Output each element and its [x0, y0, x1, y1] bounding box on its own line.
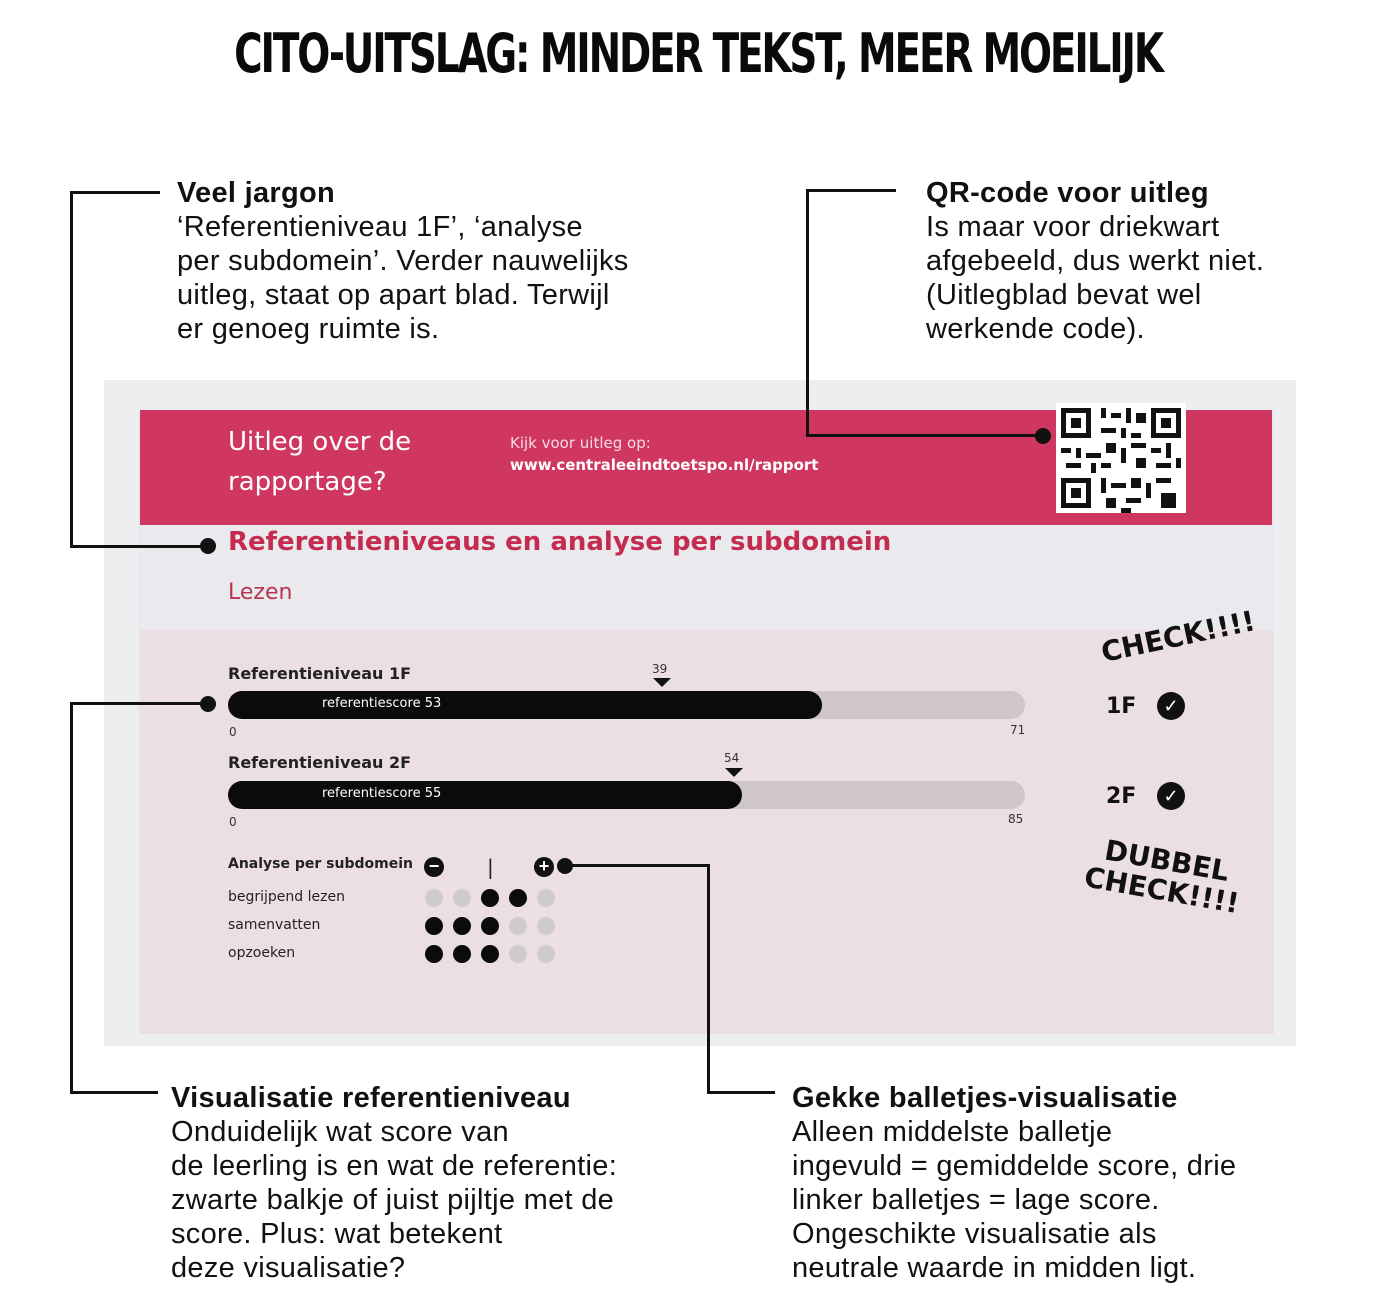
subdomain-row-label: samenvatten: [228, 917, 321, 933]
subdomain-ball: [537, 889, 555, 907]
banner-info: [510, 432, 818, 476]
note-jargon: [177, 176, 629, 346]
page-title: CITO-UITSLAG: MINDER TEKST, MEER MOEILIJK: [234, 22, 1162, 85]
section-subtitle: Lezen: [228, 580, 293, 605]
connector-dot: [1035, 428, 1051, 444]
connector-line: [70, 702, 210, 705]
level-1f-score: referentiescore 53: [322, 696, 442, 711]
connector-line: [70, 702, 73, 1094]
middle-mark: |: [487, 855, 494, 879]
subdomain-ball: [537, 945, 555, 963]
connector-line: [806, 434, 1044, 437]
subdomain-ball: [537, 917, 555, 935]
section-title: Referentieniveaus en analyse per subdomein: [228, 527, 892, 557]
subdomain-row-label: opzoeken: [228, 945, 296, 961]
level-1f-max: 71: [1010, 723, 1026, 737]
connector-dot: [200, 696, 216, 712]
note-visual-heading: Visualisatie referentieniveau: [171, 1082, 571, 1114]
stamp-check: CHECK!!!!: [1098, 604, 1259, 669]
connector-line: [70, 191, 73, 548]
note-qr-body: Is maar voor driekwart afgebeeld, dus werkt niet. (Uitlegblad bevat wel werkende code).: [926, 211, 1265, 345]
level-1f-marker-label: 39: [652, 662, 668, 676]
level-2f-max: 85: [1008, 812, 1024, 826]
subdomain-ball: [425, 945, 443, 963]
subdomain-ball: [509, 945, 527, 963]
level-1f-marker: [653, 678, 671, 687]
connector-line: [806, 189, 809, 437]
connector-line: [70, 1091, 158, 1094]
level-2f-marker-label: 54: [724, 751, 740, 765]
minus-icon: −: [424, 857, 444, 877]
subdomain-heading: Analyse per subdomein: [228, 856, 413, 872]
subdomain-ball: [453, 889, 471, 907]
level-1f-badge: 1F: [1106, 694, 1137, 719]
subdomain-ball: [509, 889, 527, 907]
level-2f-badge: 2F: [1106, 784, 1137, 809]
connector-line: [707, 1091, 775, 1094]
subdomain-ball: [481, 945, 499, 963]
note-balls-body: Alleen middelste balletje ingevuld = gemiddelde score, drie linker balletjes = lage score. Ongeschikte visualisatie als neutrale waarde in midden ligt.: [792, 1116, 1237, 1284]
subdomain-ball: [509, 917, 527, 935]
note-jargon-heading: Veel jargon: [177, 177, 336, 209]
connector-dot: [200, 538, 216, 554]
level-1f-label: Referentieniveau 1F: [228, 664, 412, 683]
subdomain-ball: [425, 889, 443, 907]
level-2f-track: [228, 781, 1025, 809]
note-qr: [926, 176, 1264, 346]
stamp-dubbel-check: DUBBEL CHECK!!!!: [1081, 833, 1242, 921]
qr-code: [1056, 403, 1186, 513]
plus-icon: +: [534, 857, 554, 877]
subdomain-ball: [425, 917, 443, 935]
connector-line: [707, 864, 710, 1094]
level-2f-label: Referentieniveau 2F: [228, 753, 412, 772]
level-1f-track: [228, 691, 1025, 719]
connector-line: [70, 191, 160, 194]
note-visual: [171, 1081, 617, 1285]
connector-line: [560, 864, 710, 867]
subdomain-row-label: begrijpend lezen: [228, 889, 345, 905]
subdomain-ball: [481, 917, 499, 935]
level-2f-score: referentiescore 55: [322, 786, 442, 801]
connector-line: [70, 545, 210, 548]
note-balls: [792, 1081, 1236, 1285]
note-qr-heading: QR-code voor uitleg: [926, 177, 1209, 209]
level-2f-bar: [228, 781, 742, 809]
subdomain-ball: [481, 889, 499, 907]
banner-kijk: Kijk voor uitleg op:: [510, 434, 651, 452]
level-1f-min: 0: [229, 725, 237, 739]
subdomain-ball: [453, 945, 471, 963]
level-2f-min: 0: [229, 815, 237, 829]
connector-line: [806, 189, 896, 192]
note-jargon-body: ‘Referentieniveau 1F’, ‘analyse per subdomein’. Verder nauwelijks uitleg, staat op apart blad. Terwijl er genoeg ruimte is.: [177, 211, 629, 345]
banner-question: Uitleg over de rapportage?: [228, 427, 412, 497]
note-balls-heading: Gekke balletjes-visualisatie: [792, 1082, 1178, 1114]
subdomain-ball: [453, 917, 471, 935]
check-icon: ✓: [1157, 692, 1185, 720]
note-visual-body: Onduidelijk wat score van de leerling is en wat de referentie: zwarte balkje of juist pijltje met de score. Plus: wat betekent deze visualisatie?: [171, 1116, 618, 1284]
level-1f-bar: [228, 691, 822, 719]
banner-url: www.centraleeindtoetspo.nl/rapport: [510, 456, 819, 474]
check-icon: ✓: [1157, 782, 1185, 810]
connector-dot: [557, 858, 573, 874]
level-2f-marker: [725, 768, 743, 777]
